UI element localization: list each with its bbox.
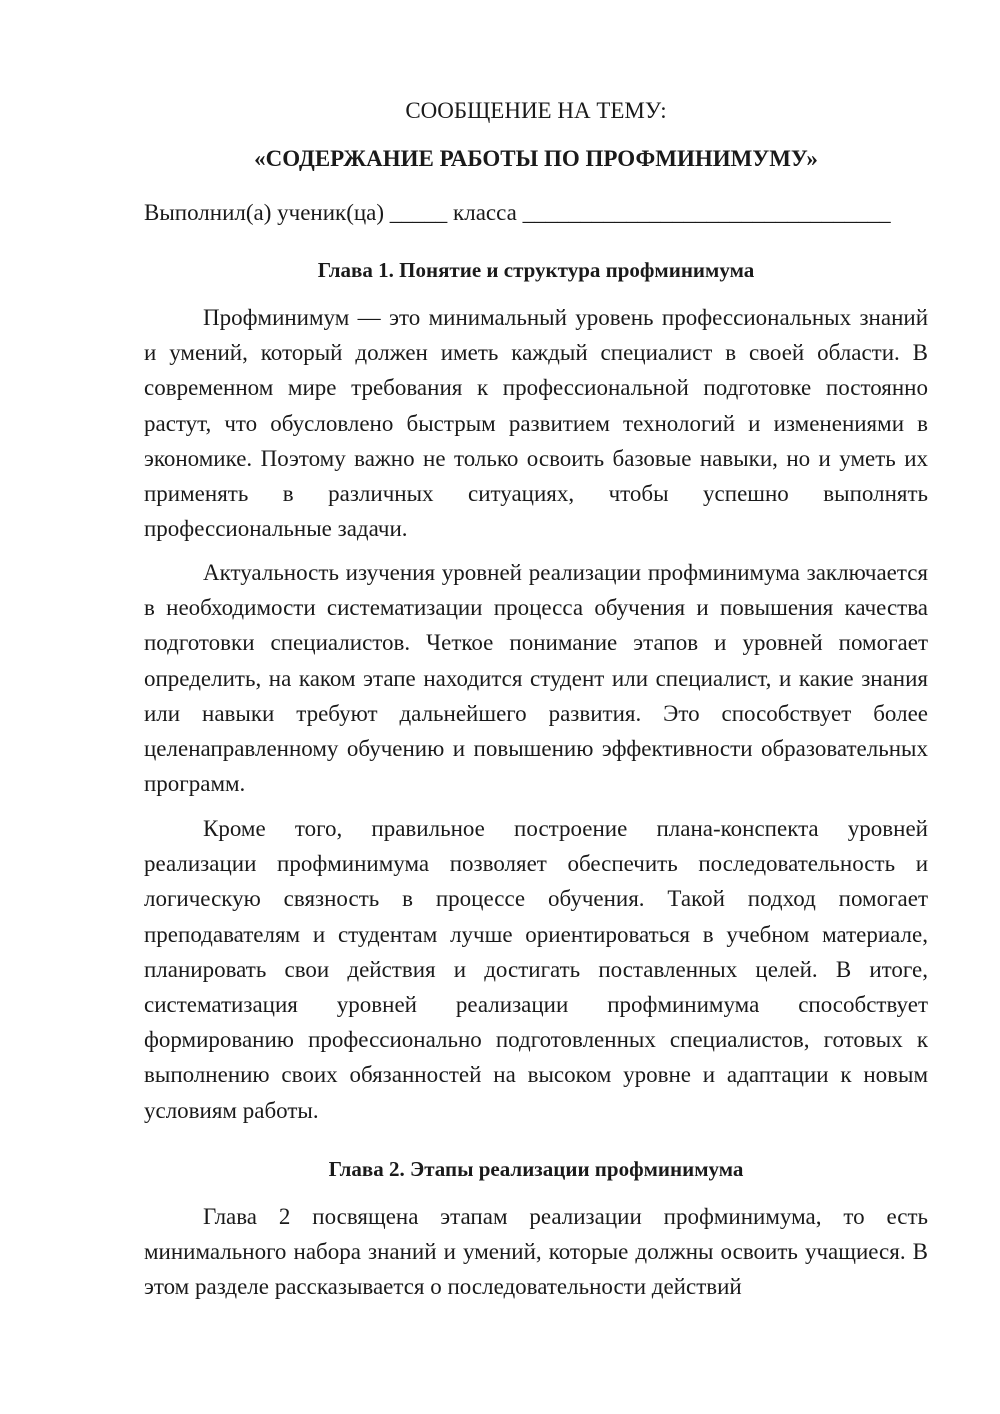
chapter-1-paragraph-1: Профминимум — это минимальный уровень профессиональных знаний и умений, который должен иметь каждый специалист в своей области. В современном мире требования к профессиональной подготовке постоянно растут, что обусловлено быстрым развитием технологий и изменениями в экономике. Поэтому важно не только освоить базовые навыки, но и уметь их применять в различных ситуациях, чтобы успешно выполнять профессиональные задачи. [144,305,928,542]
document-heading: СООБЩЕНИЕ НА ТЕМУ: [405,98,667,123]
document-topic-title: «СОДЕРЖАНИЕ РАБОТЫ ПО ПРОФМИНИМУМУ» [254,146,818,171]
chapter-2-heading: Глава 2. Этапы реализации профминимума [328,1157,744,1181]
chapter-2-paragraph-1: Глава 2 посвящена этапам реализации профминимума, то есть минимального набора знаний и умений, которые должны освоить учащиеся. В этом разделе рассказывается о последовательности действий [144,1204,928,1300]
chapter-1-paragraph-2: Актуальность изучения уровней реализации профминимума заключается в необходимости систематизации процесса обучения и повышения качества подготовки специалистов. Четкое понимание этапов и уровней помогает определить, на каком этапе находится студент или специалист, и какие знания или навыки требуют дальнейшего развития. Это способствует более целенаправленному обучению и повышению эффективности образовательных программ. [144,560,928,797]
chapter-1-paragraph-3: Кроме того, правильное построение плана-конспекта уровней реализации профминимума позволяет обеспечить последовательность и логическую связность в процессе обучения. Такой подход помогает преподавателям и студентам лучше ориентироваться в учебном материале, планировать свои действия и достигать поставленных целей. В итоге, систематизация уровней реализации профминимума способствует формированию профессионально подготовленных специалистов, готовых к выполнению своих обязанностей на высоком уровне и адаптации к новым условиям работы. [144,816,928,1123]
chapter-1-heading: Глава 1. Понятие и структура профминимума [317,258,755,282]
author-line: Выполнил(а) ученик(ца) _____ класса ________________________________ [144,200,891,225]
